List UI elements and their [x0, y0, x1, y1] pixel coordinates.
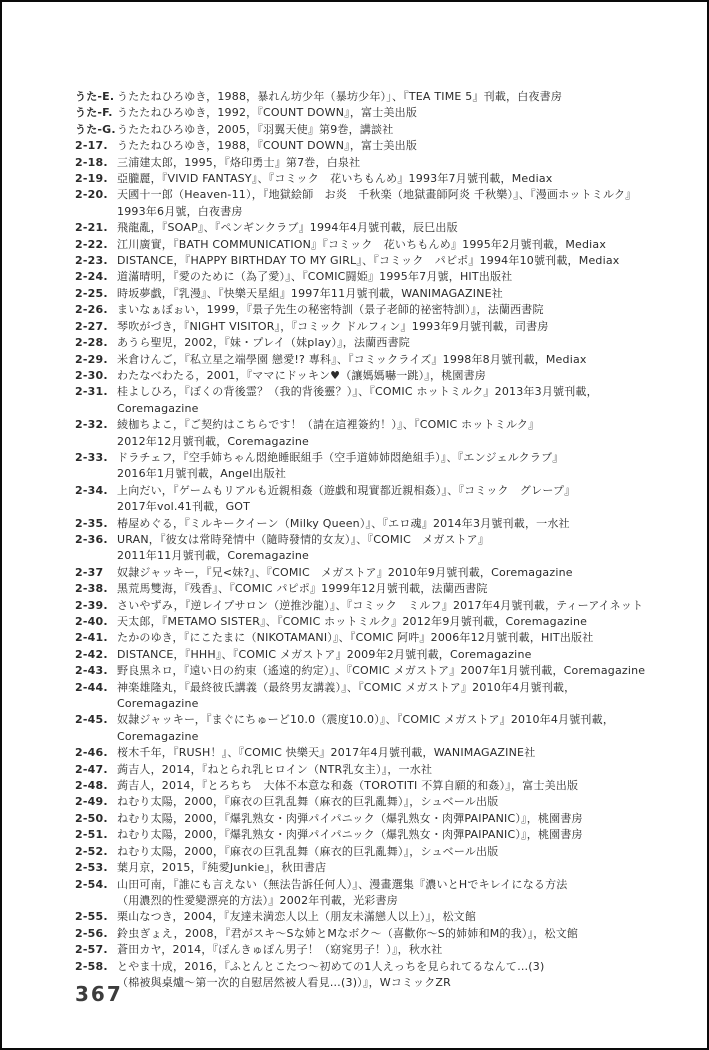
entry-line: 蒼田カヤ，2014，『ぽんきゅぽん男子！（窈窕男子！）』，秋水社	[117, 943, 443, 957]
entry-line: うたたねひろゆき，1988，『COUNT DOWN』，富士美出版	[117, 139, 418, 153]
entry-text	[117, 959, 647, 992]
entry-text	[117, 778, 647, 794]
entry-id: 2-26.	[75, 303, 108, 317]
bibliography-entry	[75, 581, 647, 597]
bibliography-entry	[75, 155, 647, 171]
entry-line: わたなべわたる，2001，『ママにドッキン♥（讓媽媽嚇一跳）』，桃園書房	[117, 368, 487, 382]
entry-text	[117, 942, 647, 958]
entry-line: URAN，『彼女は常時発情中（隨時發情的女友）』、『COMIC メガストア』	[117, 532, 490, 546]
entry-line: うたたねひろゆき，1992，『COUNT DOWN』，富士美出版	[117, 106, 418, 120]
bibliography-entry	[75, 598, 647, 614]
entry-id: 2-21.	[75, 221, 108, 235]
bibliography-entry	[75, 105, 647, 121]
entry-id: 2-31.	[75, 385, 108, 399]
entry-id: 2-29.	[75, 352, 108, 366]
entry-id: 2-34.	[75, 483, 108, 497]
entry-text	[117, 417, 647, 450]
entry-text	[117, 302, 647, 318]
entry-line: ドラチェフ，『空手姉ちゃん悶絶睡眠組手（空手道姉姉悶絶組手）』、『エンジェルクラブ』	[117, 450, 564, 464]
entry-line: 桂よしひろ，『ぼくの背後霊？（我的背後靈？）』、『COMIC ホットミルク』2013年3月號刊載，Coremagazine	[117, 385, 598, 415]
entry-text	[117, 794, 647, 810]
bibliography-entry	[75, 483, 647, 516]
entry-text	[117, 581, 647, 597]
entry-id: 2-27.	[75, 319, 108, 333]
bibliography-entry	[75, 187, 647, 220]
entry-id: 2-35.	[75, 516, 108, 530]
entry-line: まいなぁぼぉい，1999，『景子先生の秘密特訓（景子老師的祕密特訓）』，法蘭西書院	[117, 303, 544, 317]
entry-text	[117, 598, 647, 614]
entry-id: 2-55.	[75, 910, 108, 924]
entry-id: 2-39.	[75, 598, 108, 612]
entry-text	[117, 352, 647, 368]
bibliography-entry	[75, 565, 647, 581]
entry-line: さいやずみ，『逆レイプサロン（逆推沙龍）』、『コミック ミルフ』2017年4月號刊載，ティーアイネット	[117, 598, 644, 612]
entry-line: 栗山なつき，2004，『友達未満恋人以上（朋友未滿戀人以上）』，松文館	[117, 910, 477, 924]
bibliography-entry	[75, 532, 647, 565]
entry-text	[117, 663, 647, 679]
bibliography-entry	[75, 614, 647, 630]
entry-text	[117, 237, 647, 253]
entry-id: 2-43.	[75, 664, 108, 678]
bibliography-entry	[75, 762, 647, 778]
entry-text	[117, 647, 647, 663]
bibliography-entry	[75, 302, 647, 318]
entry-line: 亞朧麗，『VIVID FANTASY』、『コミック 花いちもんめ』1993年7月號刊載，Mediax	[117, 172, 553, 186]
entry-id: うた-E.	[75, 90, 115, 103]
entry-line: 山田可南，『誰にも言えない（無法告訴任何人）』、漫畫選集『濃いとHでキレイになる方法	[117, 877, 568, 891]
bibliography-entry	[75, 926, 647, 942]
entry-id: 2-54.	[75, 877, 108, 891]
bibliography-entry	[75, 844, 647, 860]
entry-line: 奴隷ジャッキー，『まぐにちゅーど10.0（震度10.0）』、『COMIC メガストア』2010年4月號刊載，Coremagazine	[117, 713, 615, 743]
entry-text	[117, 138, 647, 154]
bibliography-entry	[75, 516, 647, 532]
bibliography-entry	[75, 811, 647, 827]
bibliography-entry	[75, 827, 647, 843]
entry-line: とやま十成，2016，『ふとんとこたつ〜初めての1人えっちを見られてるなんて…(3)	[117, 959, 545, 973]
entry-line: DISTANCE，『HAPPY BIRTHDAY TO MY GIRL』、『コミック パピポ』1994年10號刊載，Mediax	[117, 254, 620, 268]
entry-text	[117, 909, 647, 925]
bibliography-entry	[75, 794, 647, 810]
bibliography-entry	[75, 778, 647, 794]
entry-line: うたたねひろゆき，2005，『羽翼天使』第9巻，講談社	[117, 122, 394, 136]
entry-id: 2-20.	[75, 188, 108, 202]
entry-line: うたたねひろゆき，1988，暴れん坊少年（暴坊少年）」、『TEA TIME 5』刊載，白夜書房	[117, 90, 563, 103]
entry-id: 2-40.	[75, 615, 108, 628]
entry-line: ねむり太陽，2000，『爆乳熟女・肉弾パイパニック（爆乳熟女・肉彈PAIPANIC）』，桃園書房	[117, 811, 583, 825]
entry-text	[117, 614, 647, 630]
entry-line: ねむり太陽，2000，『麻衣の巨乳乱舞（麻衣的巨乳亂舞）』，シュベール出版	[117, 795, 499, 809]
entry-id: 2-45.	[75, 713, 108, 727]
bibliography-entry	[75, 860, 647, 876]
entry-line: 天太郎，『METAMO SISTER』、『COMIC ホットミルク』2012年9月號刊載，Coremagazine	[117, 615, 588, 628]
bibliography-entry	[75, 417, 647, 450]
entry-text	[117, 712, 647, 745]
entry-id: 2-46.	[75, 746, 108, 760]
entry-line: あうら聖児，2002，『妹・プレイ（妹play）』，法蘭西書院	[117, 336, 410, 350]
entry-line: 江川廣實，『BATH COMMUNICATION』『コミック 花いちもんめ』1995年2月號刊載，Mediax	[117, 237, 607, 251]
entry-id: 2-52.	[75, 844, 108, 858]
entry-line: たかのゆき，『にこたまに（NIKOTAMANI）』、『COMIC 阿吽』2006年12月號刊載，HIT出版社	[117, 631, 594, 645]
entry-text	[117, 680, 647, 713]
entry-line: 2017年vol.41刊載，GOT	[117, 500, 251, 514]
bibliography-entry	[75, 745, 647, 761]
entry-text	[117, 89, 647, 105]
bibliography-entry	[75, 138, 647, 154]
entry-text	[117, 532, 647, 565]
entry-line: 道滿晴明，『愛のために（為了愛）』、『COMIC闘姫』1995年7月號，HIT出版社	[117, 270, 513, 284]
bibliography-entry	[75, 959, 647, 992]
entry-line: ねむり太陽，2000，『麻衣の巨乳乱舞（麻衣的巨乳亂舞）』，シュベール出版	[117, 844, 499, 858]
entry-text	[117, 253, 647, 269]
entry-line: 2012年12月號刊載，Coremagazine	[117, 434, 309, 448]
entry-id: 2-32.	[75, 418, 108, 432]
entry-id: 2-23.	[75, 254, 108, 268]
bibliography-entry	[75, 712, 647, 745]
entry-id: 2-33.	[75, 450, 108, 464]
entry-text	[117, 319, 647, 335]
entry-line: 鈴虫ぎょえ，2008，『君がスキ〜Sな姉とMなボク〜（喜歡你〜S的姉姉和M的我）』，松文館	[117, 926, 579, 940]
entry-line: 上向だい，『ゲームもリアルも近親相姦（遊戯和現實都近親相姦）』、『コミック グレープ』	[117, 483, 576, 497]
entry-line: 2016年1月號刊載，Angel出版社	[117, 467, 287, 481]
entry-id: うた-F.	[75, 106, 113, 120]
entry-id: 2-47.	[75, 762, 108, 776]
entry-text	[117, 171, 647, 187]
entry-id: 2-44.	[75, 680, 108, 694]
bibliography-entry	[75, 942, 647, 958]
entry-text	[117, 762, 647, 778]
entry-id: 2-18.	[75, 155, 108, 169]
entry-line: DISTANCE，『HHH』、『COMIC メガストア』2009年2月號刊載，Coremagazine	[117, 647, 532, 661]
bibliography-entry	[75, 286, 647, 302]
bibliography-entry	[75, 319, 647, 335]
entry-id: 2-25.	[75, 286, 108, 300]
entry-line: 桜木千年，『RUSH！』、『COMIC 快樂天』2017年4月號刊載，WANIMAGAZINE社	[117, 746, 536, 760]
entry-text	[117, 877, 647, 910]
entry-line: 三浦建太郎，1995，『烙印勇士』第7巻，白泉社	[117, 155, 361, 169]
bibliography-entry	[75, 335, 647, 351]
entry-text	[117, 827, 647, 843]
bibliography-entry	[75, 220, 647, 236]
entry-text	[117, 286, 647, 302]
entry-line: 米倉けんご，『私立星之端學園 戀愛!? 專科』、『コミックライズ』1998年8月號刊載，Mediax	[117, 352, 587, 366]
entry-id: 2-58.	[75, 959, 108, 973]
entry-line: 2011年11月號刊載，Coremagazine	[117, 549, 309, 563]
entry-line: 野良黒ネロ，『遠い日の約束（遙遠的約定）』、『COMIC メガストア』2007年1月號刊載，Coremagazine	[117, 664, 646, 678]
entry-id: 2-22.	[75, 237, 108, 251]
entry-id: 2-30.	[75, 368, 108, 382]
page-number: 367	[75, 982, 123, 1006]
entry-id: 2-24.	[75, 270, 108, 284]
entry-line: 綾枷ちよこ，『ご契約はこちらです！（請在這裡簽約！）』、『COMIC ホットミルク』	[117, 418, 540, 432]
entry-text	[117, 187, 647, 220]
entry-line: 奴隷ジャッキー，『兄<妹?』、『COMIC メガストア』2010年9月號刊載，Coremagazine	[117, 565, 573, 579]
bibliography-entry	[75, 384, 647, 417]
entry-line: （棉被與桌爐〜第一次的自慰居然被人看見…(3)）』，WコミックZR	[117, 975, 452, 989]
bibliography-entry	[75, 877, 647, 910]
entry-id: 2-42.	[75, 647, 108, 661]
entry-line: 天國十一郎（Heaven-11），『地獄絵師 お炎 千秋楽（地獄畫師阿炎 千秋樂）』、『漫画ホットミルク』	[117, 188, 637, 202]
entry-text	[117, 155, 647, 171]
entry-text	[117, 122, 647, 138]
bibliography-entry	[75, 630, 647, 646]
entry-id: 2-28.	[75, 336, 108, 350]
entry-line: 葉月京，2015，『純愛Junkie』，秋田書店	[117, 861, 327, 875]
entry-id: 2-37	[75, 565, 104, 579]
entry-text	[117, 335, 647, 351]
entry-text	[117, 450, 647, 483]
entry-line: 飛龍亂，『SOAP』、『ペンギンクラブ』1994年4月號刊載，辰巳出版	[117, 221, 458, 235]
entry-id: 2-48.	[75, 779, 108, 793]
entry-id: 2-49.	[75, 795, 108, 809]
entry-line: （用濃烈的性愛變漂亮的方法）』2002年刊載，光彩書房	[117, 893, 398, 907]
entry-text	[117, 483, 647, 516]
entry-id: 2-17.	[75, 139, 108, 153]
bibliography-entry	[75, 352, 647, 368]
entry-id: うた-G.	[75, 122, 116, 136]
bibliography-entry	[75, 171, 647, 187]
entry-line: 神楽雄隆丸，『最終彼氏講義（最終男友講義）』、『COMIC メガストア』2010年4月號刊載，Coremagazine	[117, 680, 576, 711]
entry-id: 2-38.	[75, 582, 108, 596]
entry-text	[117, 516, 647, 532]
entry-id: 2-51.	[75, 828, 108, 842]
entry-text	[117, 745, 647, 761]
bibliography-entry	[75, 909, 647, 925]
bibliography-entry	[75, 237, 647, 253]
entry-line: 琴吹がづき，『NIGHT VISITOR』，『コミック ドルフィン』1993年9月號刊載，司書房	[117, 319, 549, 333]
entry-line: 椿屋めぐる，『ミルキークイーン（Milky Queen）』、『エロ魂』2014年3月號刊載，一水社	[117, 516, 570, 530]
bibliography-entry	[75, 368, 647, 384]
entry-line: 1993年6月號，白夜書房	[117, 204, 243, 218]
entry-text	[117, 860, 647, 876]
entry-id: 2-19.	[75, 172, 108, 186]
bibliography-entry	[75, 647, 647, 663]
entry-line: 時坂夢戯，『乳漫』、『快樂天星組』1997年11月號刊載，WANIMAGAZINE社	[117, 286, 503, 300]
entry-line: 黑荒馬雙海，『残香』、『COMIC パピポ』1999年12月號刊載，法蘭西書院	[117, 582, 488, 596]
entry-text	[117, 269, 647, 285]
bibliography-entry	[75, 253, 647, 269]
bibliography-entry	[75, 122, 647, 138]
entry-id: 2-36.	[75, 532, 108, 546]
entry-id: 2-41.	[75, 631, 108, 645]
entry-id: 2-57.	[75, 943, 108, 957]
entry-text	[117, 844, 647, 860]
entry-id: 2-50.	[75, 811, 108, 825]
entry-text	[117, 630, 647, 646]
entry-text	[117, 105, 647, 121]
bibliography-entry	[75, 450, 647, 483]
bibliography-list	[75, 89, 647, 991]
entry-text	[117, 811, 647, 827]
entry-text	[117, 368, 647, 384]
bibliography-entry	[75, 89, 647, 105]
entry-line: ねむり太陽，2000，『爆乳熟女・肉弾パイパニック（爆乳熟女・肉彈PAIPANIC）』，桃園書房	[117, 828, 583, 842]
entry-text	[117, 565, 647, 581]
entry-line: 蒟吉人，2014，『ねとられ乳ヒロイン（NTR乳女主）』，一水社	[117, 762, 433, 776]
bibliography-entry	[75, 680, 647, 713]
entry-text	[117, 220, 647, 236]
entry-text	[117, 384, 647, 417]
bibliography-entry	[75, 663, 647, 679]
entry-id: 2-53.	[75, 861, 108, 875]
entry-line: 蒟吉人，2014，『とろちち 大体不本意な和姦（TOROTITI 不算自願的和姦）』，富士美出版	[117, 779, 579, 793]
entry-id: 2-56.	[75, 926, 108, 940]
entry-text	[117, 926, 647, 942]
bibliography-entry	[75, 269, 647, 285]
